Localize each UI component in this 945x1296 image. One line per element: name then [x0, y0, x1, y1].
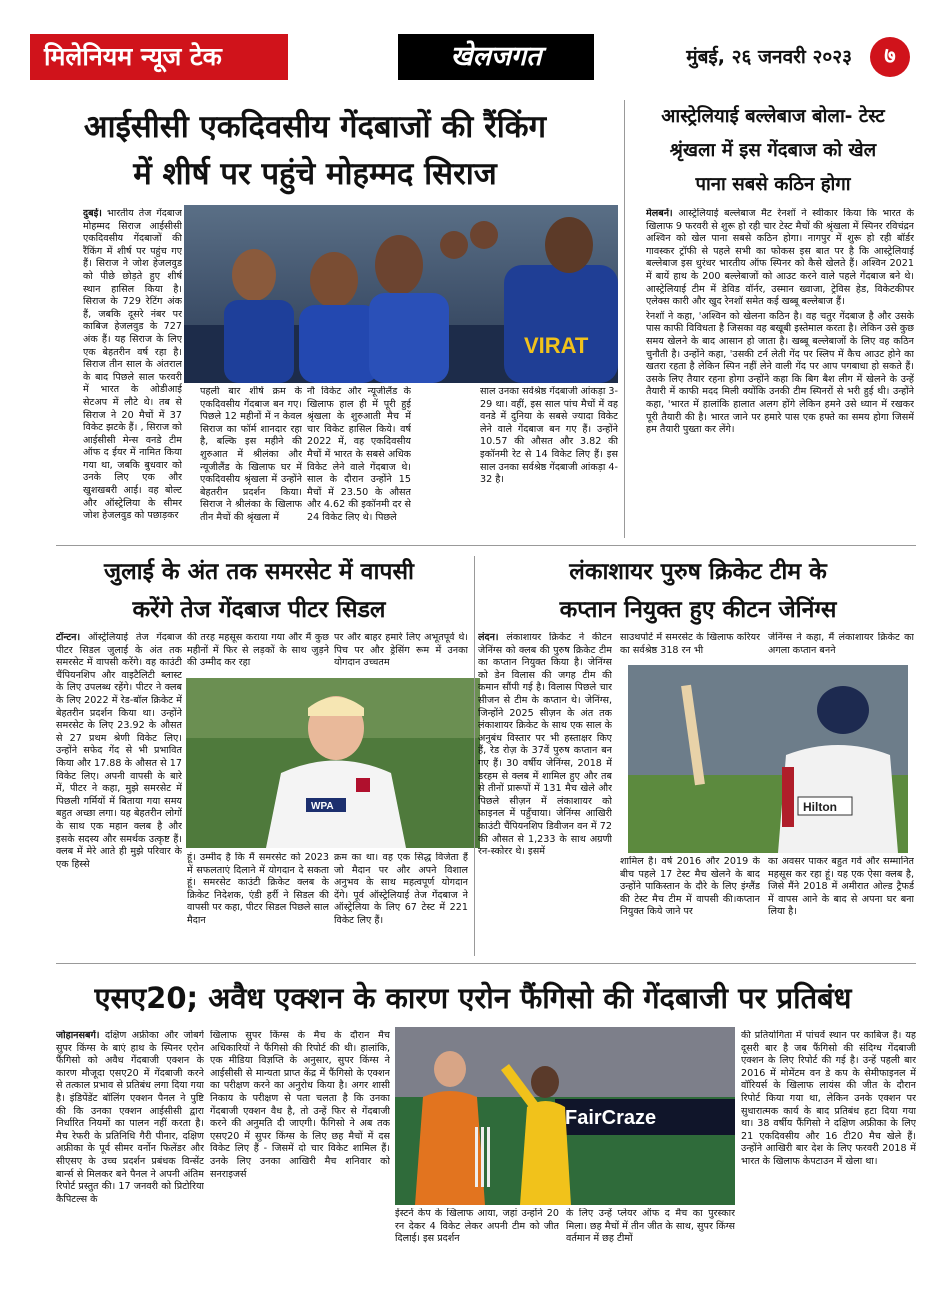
article5-col1-text: दक्षिण अफ्रीका और जोबर्ग सुपर किंग्स के बाएं हाथ के स्पिनर एरोन फैंगिसो को अवैध गेंदबाजी एक्शन के कारण मौजूदा एसए20 में गेंदबाजी करने से तत्काल प्रभाव से प्रतिबंध लगा दिया गया है। इंडिपेंडेंट बॉलिंग एक्शन पैनल ने पुष्टि की कि उनका एक्शन आईसीसी द्वारा निर्धारित नियमों का पालन नहीं करता है। मैच रेफरी के प्रतिनिधि गैरी पीनार, दक्षिण अफ्रीका के पूर्व सीमर वर्नोन फिलेंडर और सीएसए के उच्च प्रदर्शन प्रबंधक विन्सेंट बार्न्स से मिलकर बने पैनल ने अपनी अंतिम रिपोर्ट प्रस्तुत की। 17 जनवरी को प्रिटोरिया कैपिटल्स के [56, 1030, 204, 1205]
article5-col4-bottom-text: के लिए उन्हें प्लेयर ऑफ द मैच का पुरस्कार मिला। छह मैचों में तीन जीत के साथ, सुपर किंग्स वर्तमान में छह टीमों [566, 1208, 735, 1245]
article3-col3-bottom-text: क्रम का था। वह एक सिद्ध विजेता हैं जो मैदान पर और अपने विशाल अनुभव के साथ महत्वपूर्ण योगदान देंगे। पूर्व ऑस्ट्रेलियाई तेज गेंदबाज ने ऑस्ट्रेलिया के लिए 67 टेस्ट में 221 विकेट लिए हैं। [334, 852, 468, 926]
article5-col4-bottom [566, 1208, 735, 1260]
article3-col2-bottom-text: हूं। उम्मीद है कि मैं समरसेट को 2023 में सफलताएं दिलाने में योगदान दे सकता हूं। समरसेट काउंटी क्रिकेट क्लब के क्रिकेट निदेशक, एंडी हर्री ने सिडल की वापसी पर कहा, पीटर सिडल पिछले साल मैदान [187, 852, 329, 926]
article3-col3-top [334, 632, 468, 672]
article4-col3-bottom [768, 856, 914, 958]
article4-headline-line1: लंकाशायर पुरुष क्रिकेट टीम के [569, 559, 827, 585]
article4-col1 [478, 632, 612, 958]
article1-col1 [83, 208, 182, 540]
article3-col1 [56, 632, 182, 958]
article3-col3-bottom [334, 852, 468, 958]
article4-col2-bottom-text: शामिल है। वर्ष 2016 और 2019 के बीच पहले 17 टेस्ट मैच खेलने के बाद उन्होंने पाकिस्तान के दौरे के लिए इंग्लैंड की टेस्ट मैच टीम में वापसी की।कप्तान नियुक्त किये जाने पर [620, 856, 760, 918]
article4-col2-top [620, 632, 760, 662]
article4-headline [480, 553, 916, 629]
article3-col2-bottom [187, 852, 329, 958]
article4-col3-bottom-text: का अवसर पाकर बहुत गर्व और सम्मानित महसूस कर रहा हूं। यह एक ऐसा क्लब है, जिसे मैंने 2018 में अमीरात ओल्ड ट्रैफर्ड में वापस आने के बाद से अपना घर बना लिया है। [768, 856, 914, 918]
article3-col1-text: ऑस्ट्रेलियाई तेज गेंदबाज पीटर सिडल जुलाई के अंत तक समरसेट में वापसी करेंगे। वह काउंटी चैंपियनशिप और वाइटैलिटी ब्लास्ट के लिए उपलब्ध रहेंगे। पीटर ने क्लब के लिए 2022 में रेड-बॉल क्रिकेट में बेहतरीन प्रदर्शन किया था। उन्होंने समरसेट के लिए 23.92 के औसत से 27 प्रथम श्रेणी विकेट लिए। उन्होंने सफेद गेंद से भी प्रभावित किया और 17.88 के औसत से 17 विकेट लिए। अपनी वापसी के बारे में, पीटर ने कहा, मुझे समरसेट में पिछली गर्मियों में बिताया गया समय बहुत अच्छा लगा। यह बेहतरीन लोगों के साथ एक महान क्लब है और इसके सदस्य और समर्थक उत्कृष्ट हैं। क्लब में मेरे आते ही मुझे परिवार के एक हिस्से [56, 632, 182, 870]
article2-para2: रेनशॉ ने कहा, 'अश्विन को खेलना कठिन है। वह चतुर गेंदबाज है और उसके पास काफी विविधता है जिसका वह बखूबी इस्तेमाल करता है। लेकिन उसे कुछ समय खेलने के बाद आसान हो जाता है। खब्बू बल्लेबाजों के लिए वह कठिन चुनौती है। उन्होंने कहा, 'उसकी टर्न लेती गेंद पर स्लिप में कैच आउट होने का खतरा रहता है लेकिन स्पिन नहीं लेने वाली गेंद पर आप पगबाधा हो सकते हैं। उसके लिए तैयार रहना होगा उन्होंने कहा कि बिग बैश लीग में खेलने के उन्हें तैयारी में काफी मदद मिली क्योंकि उनकी टीम स्पिनरों से भरी हुई थी। उन्होंने कहा, 'भारत में हालांकि हालात अलग होंगे लेकिन हमने उसे ध्यान में रखकर पूरी तैयारी की है। भारत जाने पर हमारे पास एक हफ्ते का समय होगा जिसमें हम तैयारी पुख्ता कर लेंगे। [646, 310, 914, 436]
siddle-photo [186, 678, 480, 848]
article3-headline-line1: जुलाई के अंत तक समरसेट में वापसी [104, 559, 414, 585]
edition-date: मुंबई, २६ जनवरी २०२३ [686, 46, 852, 68]
article3-dateline: टॉन्टन। [56, 632, 81, 643]
column-rule [624, 100, 625, 538]
article4-col3-top-text: जेनिंग्स ने कहा, मैं लंकाशायर क्रिकेट का अगला कप्तान बनने [768, 632, 914, 656]
article3-col3-top-text: पर और बाहर हमारे लिए अभूतपूर्व थे। पिच पर और ड्रेसिंग रूम में उनका योगदान उच्चतम [334, 632, 468, 669]
article2-body [646, 208, 914, 540]
wpa-sponsor-text: WPA [311, 801, 334, 812]
article1-col4 [480, 386, 618, 540]
article5-col5 [741, 1030, 916, 1260]
article2-dateline: मेलबर्न। [646, 208, 673, 219]
article3-headline-line2: करेंगे तेज गेंदबाज पीटर सिडल [132, 597, 386, 623]
article1-col3-text: नौ विकेट और न्यूजीलैंड के खिलाफ हाल ही में पूरी हुई श्रृंखला के शुरुआती मैच में चार विकेट हासिल किये। वर्ष 2022 में, वह एकदिवसीय मैचों में भारत के सबसे अधिक विकेट लेने वाले गेंदबाज थे। साल के दौरान उन्होंने 15 मैचों में 23.50 के औसत और 4.62 की इकॉनमी दर से 24 विकेट लिए थे। पिछले [307, 386, 411, 523]
section-title: खेलजगत [398, 34, 594, 80]
article5-col2 [210, 1030, 390, 1260]
article2-headline-line3: पाना सबसे कठिन होगा [695, 174, 851, 195]
article4-headline-line2: कप्तान नियुक्त हुए कीटन जेनिंग्स [559, 597, 837, 623]
article5-col1 [56, 1030, 204, 1260]
article3-col2-top [187, 632, 329, 672]
section-rule [56, 963, 916, 964]
article1-col2-text: पहली बार शीर्ष क्रम के एकदिवसीय गेंदबाज बन गए। पिछले 12 महीनों में न केवल सिराज का फॉर्म शानदार रहा है, बल्कि इस महीने की शुरुआत में श्रीलंका और न्यूजीलैंड के खिलाफ घर में एकदिवसीय श्रृंखला में उन्होंने बेहतरीन प्रदर्शन किया। सिराज ने श्रीलंका के खिलाफ तीन मैचों की श्रृंखला में [200, 386, 302, 523]
column-rule [474, 556, 475, 956]
article1-headline-line2: में शीर्ष पर पहुंचे मोहम्मद सिराज [133, 156, 497, 192]
article2-headline-line1: आस्ट्रेलियाई बल्लेबाज बोला- टेस्ट [661, 106, 885, 127]
masthead [30, 34, 915, 80]
article5-col3-bottom [395, 1208, 559, 1260]
phangiso-photo [395, 1027, 735, 1205]
article4-col2-bottom [620, 856, 760, 958]
article1-headline [30, 104, 600, 198]
page-number: ७ [870, 37, 910, 77]
article4-col3-top [768, 632, 914, 662]
hilton-sponsor-text: Hilton [803, 800, 837, 814]
article5-col5-text: की प्रतियोगिता में पांचवें स्थान पर काबिज है। यह दूसरी बार है जब फैंगिसो की संदिग्ध गेंदबाजी एक्शन के लिए रिपोर्ट की गई है। उन्हें पहली बार 2016 में मोमेंटम वन डे कप के सेमीफाइनल में वॉरियर्स के खिलाफ लायंस की जीत के दौरान रिपोर्ट किया गया था, लेकिन उनके एक्शन पर सुधारात्मक कार्य के बाद प्रतिबंध हटा दिया गया था। 38 वर्षीय फैंगिसो ने दक्षिण अफ्रीका के लिए 21 एकदिवसीय और 16 टी20 मैच खेले हैं। उन्होंने आखिरी बार देश के लिए फरवरी 2018 में भारत के खिलाफ केपटाउन में खेला था। [741, 1030, 916, 1167]
article1-dateline: दुबई। [83, 208, 102, 219]
article2-headline-line2: श्रृंखला में इस गेंदबाज को खेल [669, 140, 877, 161]
section-rule [56, 545, 916, 546]
article1-col3 [307, 386, 411, 540]
virat-jersey-text: VIRAT [524, 333, 589, 358]
article3-col2-top-text: की तरह महसूस कराया गया और मैं कुछ महीनों में फिर से लड़कों के साथ जुड़ने की उम्मीद कर रहा [187, 632, 329, 669]
siraj-photo [184, 205, 618, 383]
brand-name: मिलेनियम न्यूज टेक [30, 34, 288, 80]
article4-col2-top-text: साउथपोर्ट में समरसेट के खिलाफ करियर का सर्वश्रेष्ठ 318 रन भी [620, 632, 760, 656]
article1-headline-line1: आईसीसी एकदिवसीय गेंदबाजों की रैंकिंग [83, 109, 547, 145]
article3-headline [30, 553, 488, 629]
article4-col1-text: लंकाशायर क्रिकेट ने कीटन जेनिंग्स को क्लब की पुरुष क्रिकेट टीम का कप्तान नियुक्त किया है। जेनिंग्स को डेन विलास की जगह टीम की कमान सौंपी गई है। विलास पिछले चार सीजन से टीम के कप्तान थे। जेनिंग्स, जिन्होंने 2025 सीज़न के अंत तक लंकाशायर क्रिकेट के साथ एक साल के अनुबंध विस्तार पर भी हस्ताक्षर किए हैं, रेड रोज़ के 37वें पुरुष कप्तान बन गए हैं। 30 वर्षीय जेनिंग्स, 2018 में डरहम से क्लब में शामिल हुए और तब से तीनों प्रारूपों में 131 मैच खेले और पिछले सीज़न में लंकाशायर को फाइनल में पहुँचाया। जेनिंग्स आखिरी काउंटी चैंपियनशिप डिवीजन वन में 72 की औसत से 1,233 के साथ अग्रणी रन-स्कोरर थे। इसमें [478, 632, 612, 858]
article5-headline: एसए20; अवैध एक्शन के कारण एरोन फैंगिसो की गेंदबाजी पर प्रतिबंध [94, 981, 852, 1015]
article5-dateline: जोहानसबर्ग। [56, 1030, 100, 1041]
jennings-photo [628, 665, 908, 853]
faircraze-board-text: FairCraze [565, 1107, 657, 1129]
article1-col4-text: साल उनका सर्वश्रेष्ठ गेंदबाजी आंकड़ा 3-29 था। वहीं, इस साल पांच मैचों में वह वनडे में दुनिया के सबसे ज्यादा विकेट लेने वाले गेंदबाज बन गए हैं। उन्होंने 10.57 की औसत और 3.82 की इकॉनमी रेट से 14 विकेट लिए हैं। इस साल उनका सर्वश्रेष्ठ गेंदबाजी आंकड़ा 4-32 है। [480, 386, 618, 486]
article2-headline [630, 100, 916, 202]
article5-col3-bottom-text: ईस्टर्न केप के खिलाफ आया, जहां उन्होंने 20 रन देकर 4 विकेट लेकर अपनी टीम को जीत दिलाई। इस प्रदर्शन [395, 1208, 559, 1245]
article2-para1: आस्ट्रेलियाई बल्लेबाज मैट रेनशॉ ने स्वीकार किया कि भारत के खिलाफ 9 फरवरी से शुरू हो रही चार टेस्ट मैचों की श्रृंखला में स्पिनर रविचंद्रन अश्विन को खेल पाना सबसे कठिन होगा। नागपुर में शुरू हो रही बॉर्डर गावस्कर ट्रॉफी से पहले सभी का फोकस इस बात पर है कि आस्ट्रेलियाई बल्लेबाज इस धुरंधर भारतीय ऑफ स्पिनर को कैसे खेलते हैं। अश्विन 2021 में बायें हाथ के 200 बल्लेबाजों को आउट करने वाले पहले गेंदबाज बने थे। आस्ट्रेलियाई टीम में डेविड वॉर्नर, उस्मान ख्वाजा, ट्रेविस हेड, विकेटकीपर एलेक्स कारी और खुद रेनशॉ समेत कई खब्बू बल्लेबाज हैं। [646, 208, 914, 308]
article1-col1-text: भारतीय तेज गेंदबाज मोहम्मद सिराज आईसीसी एकदिवसीय गेंदबाजों की रैंकिंग में शीर्ष पर पहुंच गए हैं। सिराज ने जोश हेजलवुड को पीछे छोड़ते हुए शीर्ष स्थान हासिल किया है। सिराज के 729 रेटिंग अंक हैं, जबकि दूसरे नंबर पर काबिज हेजलवुड के 727 अंक हैं। यह सिराज के लिए एक बेहतरीन वर्ष रहा है। सिराज तीन साल के अंतराल के बाद पिछले साल फरवरी में भारत के ओडीआई सेटअप में लौटे थे। तब से सिराज ने 20 मैचों में 37 विकेट झटके हैं। , सिराज को आईसीसी मेन्स वनडे टीम ऑफ द ईयर में नामित किया गया था, जबकि बुधवार को उनके लिए एक और खुशखबरी आई। वह बोल्ट और ऑस्ट्रेलिया के सीमर जोश हेजलवुड को पछाड़कर [83, 208, 182, 522]
article4-dateline: लंदन। [478, 632, 499, 643]
article5-col2-text: खिलाफ सुपर किंग्स के मैच के दौरान मैच अधिकारियों ने फैंगिसो की रिपोर्ट की थी। हालांकि, एक मीडिया विज्ञप्ति के अनुसार, सुपर किंग्स ने आईसीसी से मान्यता प्राप्त केंद्र में फैंगिसो के एक्शन का परीक्षण करने का अनुरोध किया है। अगर शासी निकाय के परीक्षण से पता चलता है कि उनका गेंदबाजी एक्शन वैध है, तो उन्हें फिर से गेंदबाजी करने की अनुमति दी जाएगी। फैंगिसो ने अब तक एसए20 में सुपर किंग्स के लिए छह मैचों में दस विकेट लिए हैं - जिसमें दो चार विकेट शामिल हैं। उनके लिए उनका आखिरी मैच शनिवार को सनराइजर्स [210, 1030, 390, 1180]
article1-col2 [200, 386, 302, 540]
